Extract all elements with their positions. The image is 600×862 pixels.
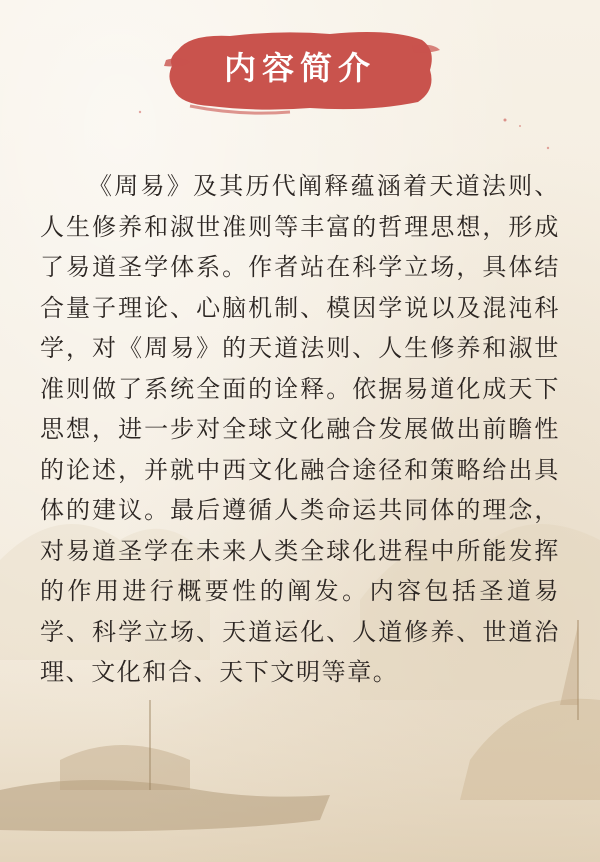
ink-splatter: [504, 119, 507, 122]
intro-paragraph: 《周易》及其历代阐释蕴涵着天道法则、人生修养和淑世准则等丰富的哲理思想，形成了易道圣学体系。作者站在科学立场，具体结合量子理论、心脑机制、模因学说以及混沌科学，对《周易》的天道法则、人生修养和淑世准则做了系统全面的诠释。依据易道化成天下思想，进一步对全球文化融合发展做出前瞻性的论述，并就中西文化融合途径和策略给出具体的建议。最后遵循人类命运共同体的理念，对易道圣学在未来人类全球化进程中所能发挥的作用进行概要性的阐发。内容包括圣道易学、科学立场、天道运化、人道修养、世道治理、文化和合、天下文明等章。: [40, 172, 560, 686]
section-title: 内容简介: [223, 49, 376, 87]
ink-splatter: [547, 147, 549, 149]
ink-splatter: [139, 111, 141, 113]
ink-splatter: [519, 125, 521, 127]
